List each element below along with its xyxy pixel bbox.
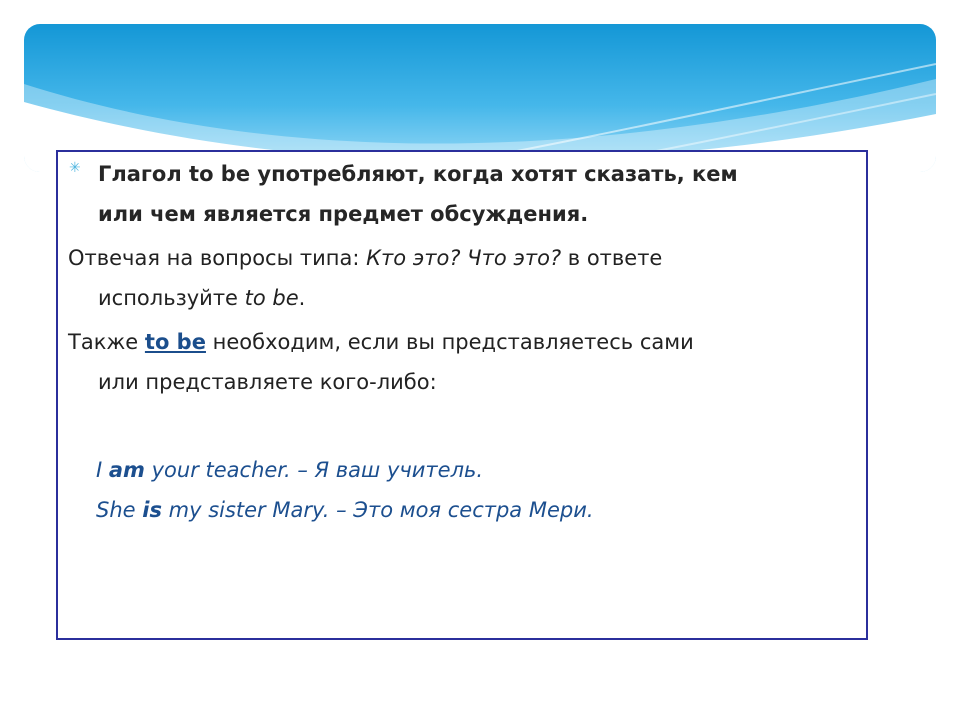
paragraph-questions-line-2 bbox=[98, 280, 305, 316]
p2-text-1: Отвечая на вопросы типа: bbox=[68, 246, 367, 270]
example-line-2 bbox=[96, 492, 594, 528]
p2-questions-italic: Кто это? Что это? bbox=[366, 246, 562, 270]
example-1-bold: am bbox=[108, 458, 145, 482]
p3-text-1: Также bbox=[68, 330, 145, 354]
example-2-pre: She bbox=[96, 498, 143, 522]
example-1-pre: I bbox=[96, 458, 109, 482]
p3-text-2: необходим, если вы представляетесь сами bbox=[205, 330, 694, 354]
paragraph-questions-line-1 bbox=[68, 240, 662, 276]
example-1-post: your teacher. – Я ваш учитель. bbox=[144, 458, 484, 482]
content-box bbox=[56, 150, 868, 640]
bullet-line-1: Глагол to be употребляют, когда хотят сказать, кем bbox=[98, 162, 738, 186]
p2-text-2: в ответе bbox=[561, 246, 663, 270]
example-2-post: my sister Mary. – Это моя сестра Мери. bbox=[161, 498, 594, 522]
bullet-star-icon: ✳ bbox=[69, 160, 81, 176]
paragraph-also-line-2: или представляете кого-либо: bbox=[98, 370, 437, 394]
p2-line2-end: . bbox=[298, 286, 306, 310]
to-be-link[interactable]: to be bbox=[144, 330, 206, 354]
bullet-line-2: или чем является предмет обсуждения. bbox=[98, 202, 589, 226]
p2-line2-start: используйте bbox=[98, 286, 245, 310]
example-2-bold: is bbox=[142, 498, 162, 522]
example-line-1 bbox=[96, 452, 483, 488]
p2-to-be-italic: to be bbox=[244, 286, 299, 310]
paragraph-also-line-1 bbox=[68, 324, 694, 360]
